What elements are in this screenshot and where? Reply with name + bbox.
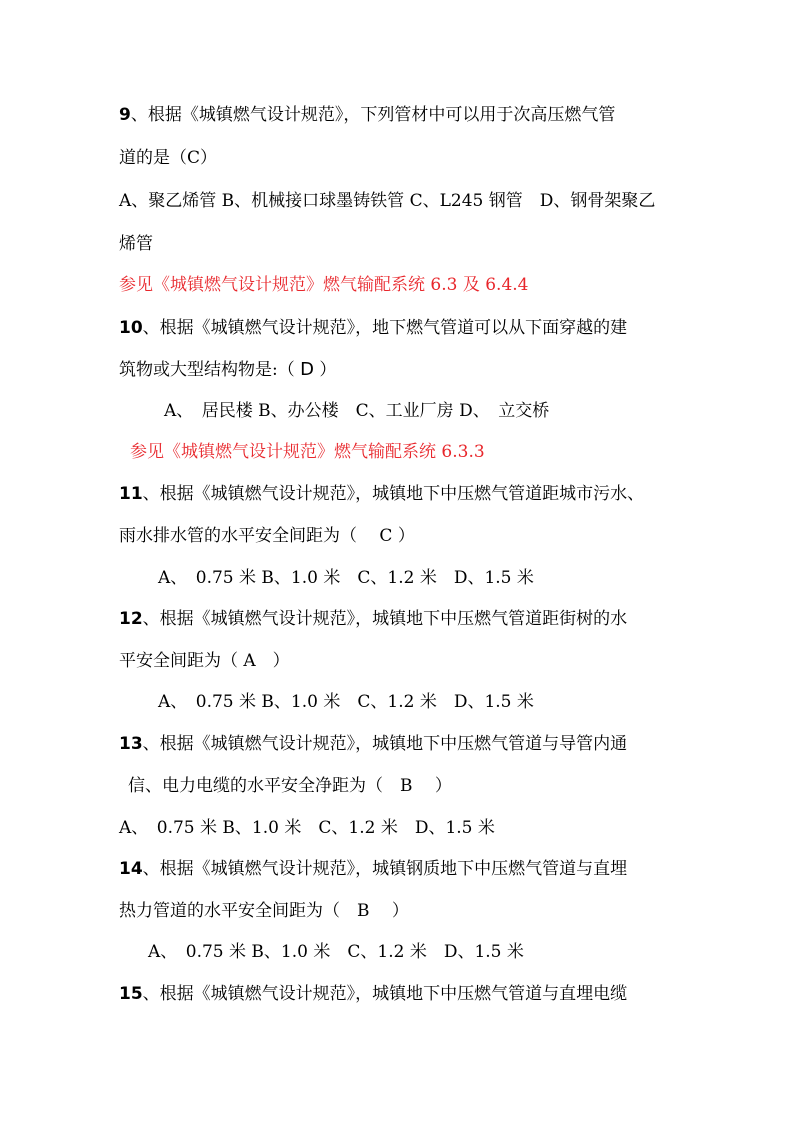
question-12-line-2: 平安全间距为（ A ）: [119, 651, 290, 671]
question-9-line-1: 9、根据《城镇燃气设计规范》，下列管材中可以用于次高压燃气管: [119, 105, 616, 125]
question-10-options: A、 居民楼 B、办公楼 C、工业厂房 D、 立交桥: [164, 401, 550, 421]
question-14-options: A、 0.75 米 B、1.0 米 C、1.2 米 D、1.5 米: [148, 942, 524, 962]
question-11-options: A、 0.75 米 B、1.0 米 C、1.2 米 D、1.5 米: [158, 568, 534, 588]
question-9-options-line-1: A、聚乙烯管 B、机械接口球墨铸铁管 C、L245 钢管 D、钢骨架聚乙: [119, 191, 656, 211]
question-9-reference: 参见《城镇燃气设计规范》燃气输配系统 6.3 及 6.4.4: [119, 275, 529, 295]
question-13-options: A、 0.75 米 B、1.0 米 C、1.2 米 D、1.5 米: [119, 818, 495, 838]
question-10-line-2: 筑物或大型结构物是:（ D ）: [119, 359, 337, 380]
question-9-options-line-2: 烯管: [119, 234, 153, 254]
question-14-line-2: 热力管道的水平安全间距为（ B ）: [119, 901, 409, 921]
question-12-options: A、 0.75 米 B、1.0 米 C、1.2 米 D、1.5 米: [158, 692, 534, 712]
question-10-line-1: 10、根据《城镇燃气设计规范》，地下燃气管道可以从下面穿越的建: [119, 318, 628, 338]
question-15-line-1: 15、根据《城镇燃气设计规范》，城镇地下中压燃气管道与直埋电缆: [119, 984, 628, 1004]
question-13-line-2: 信、电力电缆的水平安全净距为（ B ）: [128, 776, 452, 796]
question-9-line-2: 道的是（C）: [119, 148, 218, 168]
question-11-line-2: 雨水排水管的水平安全间距为（ C ）: [119, 526, 415, 546]
question-10-reference: 参见《城镇燃气设计规范》燃气输配系统 6.3.3: [130, 442, 485, 462]
question-14-line-1: 14、根据《城镇燃气设计规范》，城镇钢质地下中压燃气管道与直埋: [119, 859, 628, 879]
question-12-line-1: 12、根据《城镇燃气设计规范》，城镇地下中压燃气管道距街树的水: [119, 609, 628, 629]
question-11-line-1: 11、根据《城镇燃气设计规范》，城镇地下中压燃气管道距城市污水、: [119, 484, 645, 504]
question-13-line-1: 13、根据《城镇燃气设计规范》，城镇地下中压燃气管道与导管内通: [119, 734, 628, 754]
